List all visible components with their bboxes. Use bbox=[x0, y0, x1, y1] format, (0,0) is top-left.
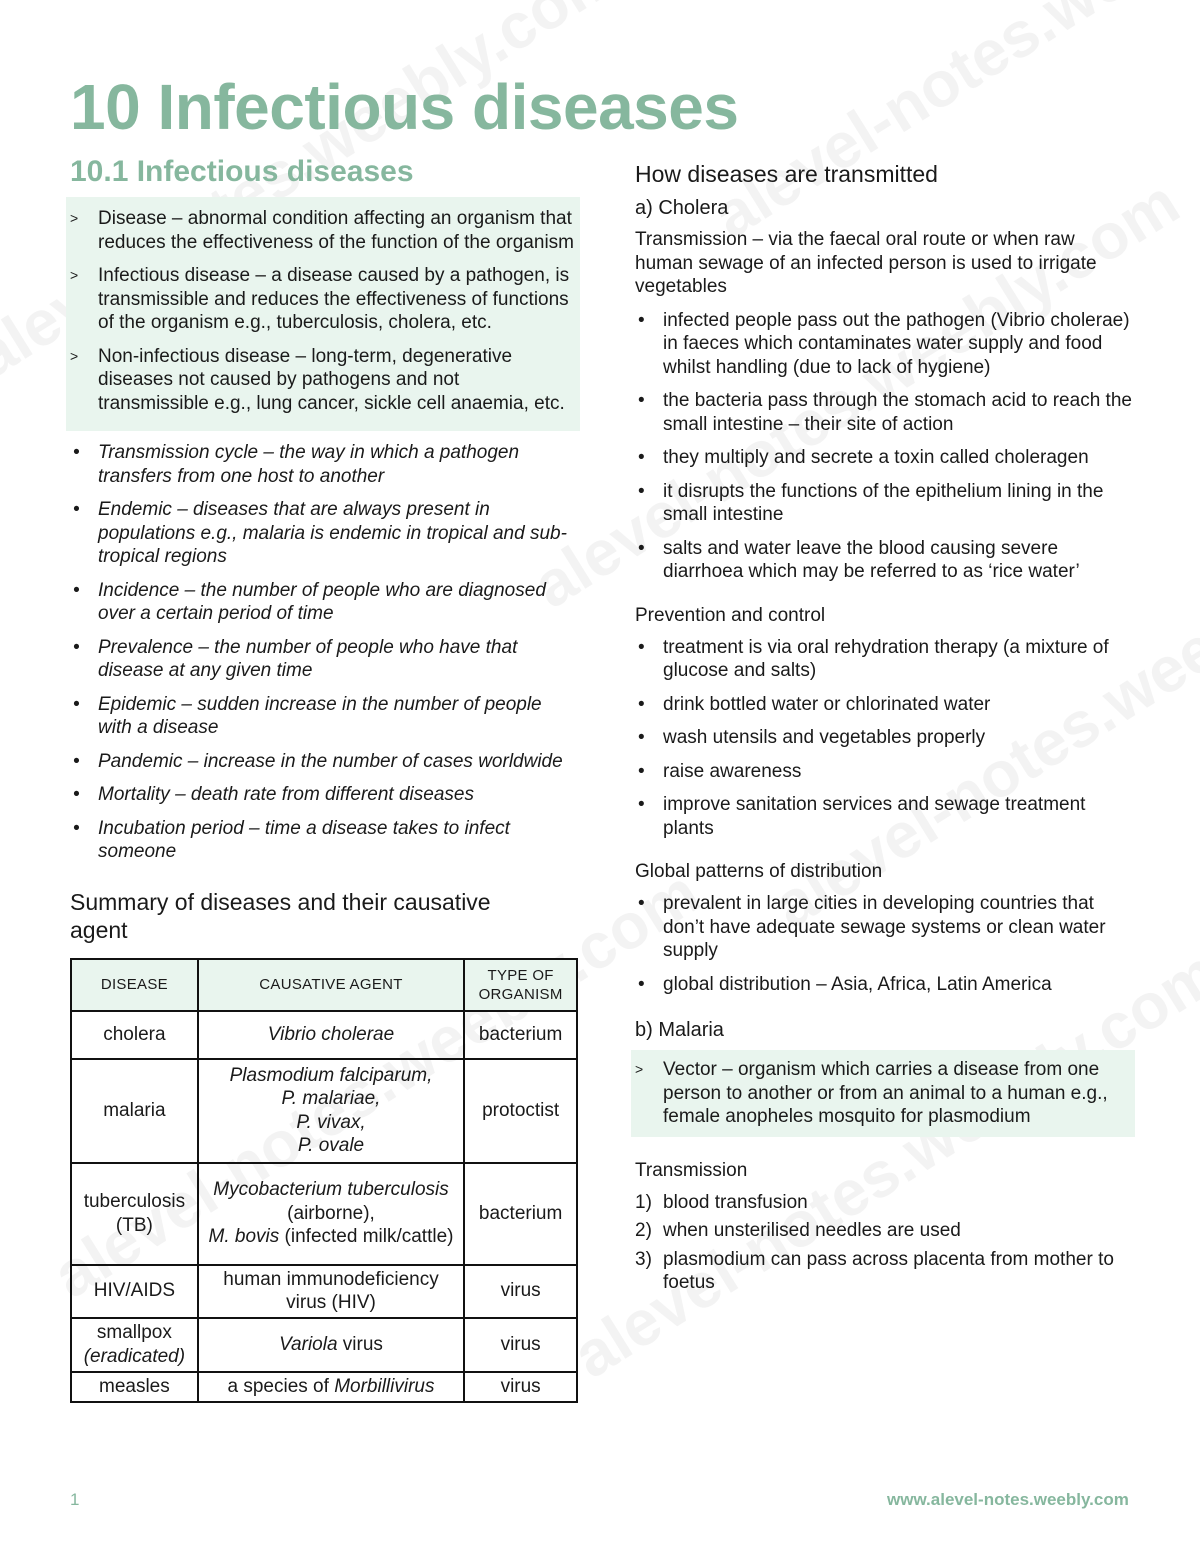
list-item bbox=[635, 636, 1135, 683]
disease-name: smallpox bbox=[96, 1322, 172, 1343]
agent-line bbox=[203, 1375, 459, 1399]
vector-definition: Vector – organism which carries a disease from one person to another or from an animal to a human e.g., female anopheles mosquito for plasmodium bbox=[663, 1059, 1108, 1127]
chevron-icon: > bbox=[70, 210, 79, 226]
agent-cell bbox=[198, 1059, 464, 1163]
agent-name: P. vivax, bbox=[296, 1111, 366, 1133]
disease-name: measles bbox=[99, 1375, 170, 1397]
agent-line bbox=[203, 1225, 459, 1249]
list-item-text: global distribution – Asia, Africa, Latin America bbox=[663, 973, 1052, 995]
list-item bbox=[70, 441, 580, 488]
disease-cell bbox=[71, 1265, 198, 1318]
bullet-icon: • bbox=[638, 636, 645, 658]
disease-cell bbox=[71, 1059, 198, 1163]
chevron-icon: > bbox=[70, 267, 79, 283]
disease-name: tuberculosis (TB) bbox=[83, 1191, 186, 1236]
term-name: Epidemic bbox=[98, 693, 177, 715]
bullet-icon: • bbox=[73, 693, 80, 715]
definition-item bbox=[66, 345, 574, 416]
agent-cell bbox=[198, 1372, 464, 1402]
list-item bbox=[635, 389, 1135, 436]
organism-cell: protoctist bbox=[464, 1059, 577, 1163]
list-item bbox=[635, 309, 1135, 380]
bullet-icon: • bbox=[638, 727, 645, 748]
column-header: TYPE OF ORGANISM bbox=[464, 959, 577, 1011]
cholera-bullets bbox=[635, 309, 1135, 584]
disease-cell bbox=[71, 1318, 198, 1372]
table-row bbox=[71, 1372, 577, 1402]
list-number: 1) bbox=[635, 1191, 652, 1213]
agent-line bbox=[203, 1064, 459, 1088]
malaria-transmission-list bbox=[635, 1191, 1135, 1295]
table-row bbox=[71, 1011, 577, 1059]
list-item bbox=[635, 446, 1135, 470]
term-name: Incidence bbox=[98, 579, 180, 601]
term-desc: – the number of people who are diagnosed over a certain period of time bbox=[98, 579, 546, 624]
disease-cell bbox=[71, 1163, 198, 1265]
column-header: CAUSATIVE AGENT bbox=[198, 959, 464, 1011]
list-item-text: the bacteria pass through the stomach acid to reach the small intestine – their site of action bbox=[663, 390, 1132, 435]
list-item-text: improve sanitation services and sewage treatment plants bbox=[663, 794, 1086, 839]
chevron-icon: > bbox=[635, 1061, 644, 1077]
disease-cell bbox=[71, 1011, 198, 1059]
list-item bbox=[635, 537, 1135, 584]
cholera-heading: a) Cholera bbox=[635, 197, 729, 219]
section-heading: 10.1 Infectious diseases bbox=[70, 155, 414, 188]
list-item bbox=[635, 1219, 1135, 1243]
vector-box bbox=[631, 1050, 1135, 1137]
bullet-icon: • bbox=[638, 760, 645, 782]
organism-cell: virus bbox=[464, 1318, 577, 1372]
list-item-text: when unsterilised needles are used bbox=[663, 1220, 961, 1241]
table-row bbox=[71, 1163, 577, 1265]
bullet-icon: • bbox=[73, 579, 80, 601]
column-header: DISEASE bbox=[71, 959, 198, 1011]
bullet-icon: • bbox=[638, 973, 645, 995]
agent-genus: Morbillivirus bbox=[334, 1375, 435, 1397]
bullet-icon: • bbox=[638, 794, 645, 815]
list-item bbox=[635, 1191, 1135, 1215]
bullet-icon: • bbox=[73, 499, 80, 520]
term-desc: – death rate from different diseases bbox=[169, 784, 474, 805]
agent-name: Plasmodium falciparum, bbox=[229, 1064, 433, 1086]
list-item-text: prevalent in large cities in developing countries that don’t have adequate sewage systems or clean water supply bbox=[663, 893, 1106, 961]
agent-line bbox=[203, 1333, 459, 1357]
bullet-icon: • bbox=[638, 893, 645, 914]
term-desc: – time a disease takes to infect someone bbox=[98, 817, 510, 862]
global-list bbox=[635, 892, 1135, 996]
definitions-box bbox=[66, 197, 580, 431]
page-number: 1 bbox=[70, 1490, 80, 1509]
bullet-icon: • bbox=[638, 693, 645, 715]
bullet-icon: • bbox=[638, 447, 645, 468]
malaria-heading: b) Malaria bbox=[635, 1019, 724, 1041]
agent-cell bbox=[198, 1318, 464, 1372]
list-item bbox=[635, 1248, 1135, 1295]
term-name: Pandemic bbox=[98, 750, 183, 772]
table-row bbox=[71, 1265, 577, 1318]
bullet-icon: • bbox=[638, 390, 645, 411]
prevention-label: Prevention and control bbox=[635, 604, 826, 626]
table-row bbox=[71, 1059, 577, 1163]
organism-cell: bacterium bbox=[464, 1163, 577, 1265]
chevron-icon: > bbox=[70, 347, 79, 364]
disease-cell bbox=[71, 1372, 198, 1402]
bullet-icon: • bbox=[638, 480, 645, 502]
agent-name: (airborne), bbox=[287, 1202, 375, 1224]
list-item bbox=[70, 498, 580, 569]
list-number: 2) bbox=[635, 1220, 652, 1241]
term-desc: – the way in which a pathogen transfers from one host to another bbox=[98, 442, 520, 487]
list-item-text: wash utensils and vegetables properly bbox=[663, 727, 986, 748]
table-row bbox=[71, 1318, 577, 1372]
bullet-icon: • bbox=[73, 817, 80, 839]
agent-name: human immunodeficiency virus (HIV) bbox=[223, 1268, 439, 1313]
term-name: Endemic bbox=[98, 499, 172, 520]
list-item bbox=[635, 892, 1135, 963]
definition-item bbox=[66, 264, 574, 335]
left-column bbox=[70, 155, 580, 1403]
definition-item bbox=[66, 207, 574, 254]
term-name: Transmission cycle bbox=[98, 442, 259, 463]
footer-url[interactable]: www.alevel-notes.weebly.com bbox=[887, 1490, 1129, 1509]
right-column bbox=[635, 160, 1135, 1300]
bullet-icon: • bbox=[73, 442, 80, 463]
list-item-text: plasmodium can pass across placenta from mother to foetus bbox=[663, 1248, 1114, 1293]
summary-heading: Summary of diseases and their causative agent bbox=[70, 888, 491, 943]
list-item bbox=[70, 636, 580, 683]
organism-cell: virus bbox=[464, 1372, 577, 1402]
list-item-text: drink bottled water or chlorinated water bbox=[663, 693, 991, 715]
bullet-icon: • bbox=[638, 537, 645, 559]
definition-text: Infectious disease – a disease caused by a pathogen, is transmissible and reduces the effectiveness of functions of the organism e.g., tuberculosis, cholera, etc. bbox=[98, 265, 570, 333]
term-name: Mortality bbox=[98, 784, 170, 805]
agent-name: Vibrio cholerae bbox=[267, 1023, 395, 1045]
disease-note: (eradicated) bbox=[83, 1345, 186, 1367]
list-item-text: treatment is via oral rehydration therapy (a mixture of glucose and salts) bbox=[663, 636, 1109, 681]
agent-name: a species of bbox=[227, 1375, 335, 1397]
agent-line bbox=[203, 1202, 459, 1226]
organism-cell: virus bbox=[464, 1265, 577, 1318]
disease-name: cholera bbox=[103, 1023, 166, 1045]
prevention-list bbox=[635, 636, 1135, 841]
page-title: 10 Infectious diseases bbox=[70, 71, 739, 143]
term-desc: – diseases that are always present in populations e.g., malaria is endemic in tropical and sub-tropical regions bbox=[98, 499, 567, 567]
agent-name: Mycobacterium tuberculosis bbox=[213, 1179, 449, 1201]
list-item-text: blood transfusion bbox=[663, 1191, 808, 1213]
list-item bbox=[635, 726, 1135, 750]
agent-cell bbox=[198, 1163, 464, 1265]
agent-cell bbox=[198, 1265, 464, 1318]
agent-line bbox=[203, 1087, 459, 1111]
agent-line bbox=[203, 1111, 459, 1135]
terms-list bbox=[70, 441, 580, 864]
agent-name: P. malariae, bbox=[281, 1088, 381, 1109]
organism-cell: bacterium bbox=[464, 1011, 577, 1059]
term-name: Incubation period bbox=[98, 817, 244, 839]
malaria-transmission-label: Transmission bbox=[635, 1159, 748, 1181]
agent-suffix: (infected milk/cattle) bbox=[279, 1226, 454, 1248]
list-item bbox=[635, 760, 1135, 784]
list-item bbox=[635, 693, 1135, 717]
term-name: Prevalence bbox=[98, 636, 194, 658]
agent-name: P. ovale bbox=[297, 1135, 365, 1156]
disease-name: malaria bbox=[103, 1099, 166, 1121]
list-item bbox=[70, 693, 580, 740]
list-item bbox=[635, 793, 1135, 840]
list-item bbox=[635, 480, 1135, 527]
list-item bbox=[70, 783, 580, 807]
list-item bbox=[70, 817, 580, 864]
list-item-text: raise awareness bbox=[663, 760, 802, 782]
agent-line bbox=[203, 1178, 459, 1202]
cholera-transmission: Transmission – via the faecal oral route or when raw human sewage of an infected person is used to irrigate vegetables bbox=[635, 229, 1097, 297]
bullet-icon: • bbox=[73, 784, 80, 805]
definition-item bbox=[631, 1058, 1129, 1129]
disease-name: HIV/AIDS bbox=[93, 1280, 176, 1302]
agent-line bbox=[203, 1023, 459, 1047]
list-number: 3) bbox=[635, 1248, 652, 1270]
bullet-icon: • bbox=[73, 636, 80, 658]
transmission-heading: How diseases are transmitted bbox=[635, 161, 938, 187]
definition-text: Non-infectious disease – long-term, degenerative diseases not caused by pathogens and not transmissible e.g., lung cancer, sickle cell anaemia, etc. bbox=[98, 345, 565, 414]
term-desc: – the number of people who have that disease at any given time bbox=[98, 636, 518, 681]
table-header-row bbox=[71, 959, 577, 1011]
agent-line bbox=[203, 1134, 459, 1158]
list-item-text: it disrupts the functions of the epithelium lining in the small intestine bbox=[663, 480, 1104, 525]
term-desc: – increase in the number of cases worldwide bbox=[182, 750, 563, 772]
bullet-icon: • bbox=[638, 309, 645, 331]
global-label: Global patterns of distribution bbox=[635, 861, 883, 882]
list-item bbox=[635, 973, 1135, 997]
disease-table bbox=[70, 958, 578, 1403]
list-item-text: infected people pass out the pathogen (Vibrio cholerae) in faeces which contaminates water supply and food whilst handling (due to lack of hygiene) bbox=[663, 309, 1130, 378]
list-item bbox=[70, 750, 580, 774]
agent-name: Variola bbox=[279, 1333, 338, 1355]
agent-name: M. bovis bbox=[208, 1226, 280, 1248]
definition-text: Disease – abnormal condition affecting an organism that reduces the effectiveness of the function of the organism bbox=[98, 208, 574, 253]
bullet-icon: • bbox=[73, 750, 80, 772]
term-desc: – sudden increase in the number of people with a disease bbox=[98, 693, 542, 738]
list-item-text: they multiply and secrete a toxin called choleragen bbox=[663, 447, 1089, 468]
agent-line bbox=[203, 1268, 459, 1315]
list-item-text: salts and water leave the blood causing severe diarrhoea which may be referred to as ‘rice water’ bbox=[663, 537, 1080, 582]
list-item bbox=[70, 579, 580, 626]
agent-cell bbox=[198, 1011, 464, 1059]
agent-suffix: virus bbox=[337, 1333, 383, 1355]
